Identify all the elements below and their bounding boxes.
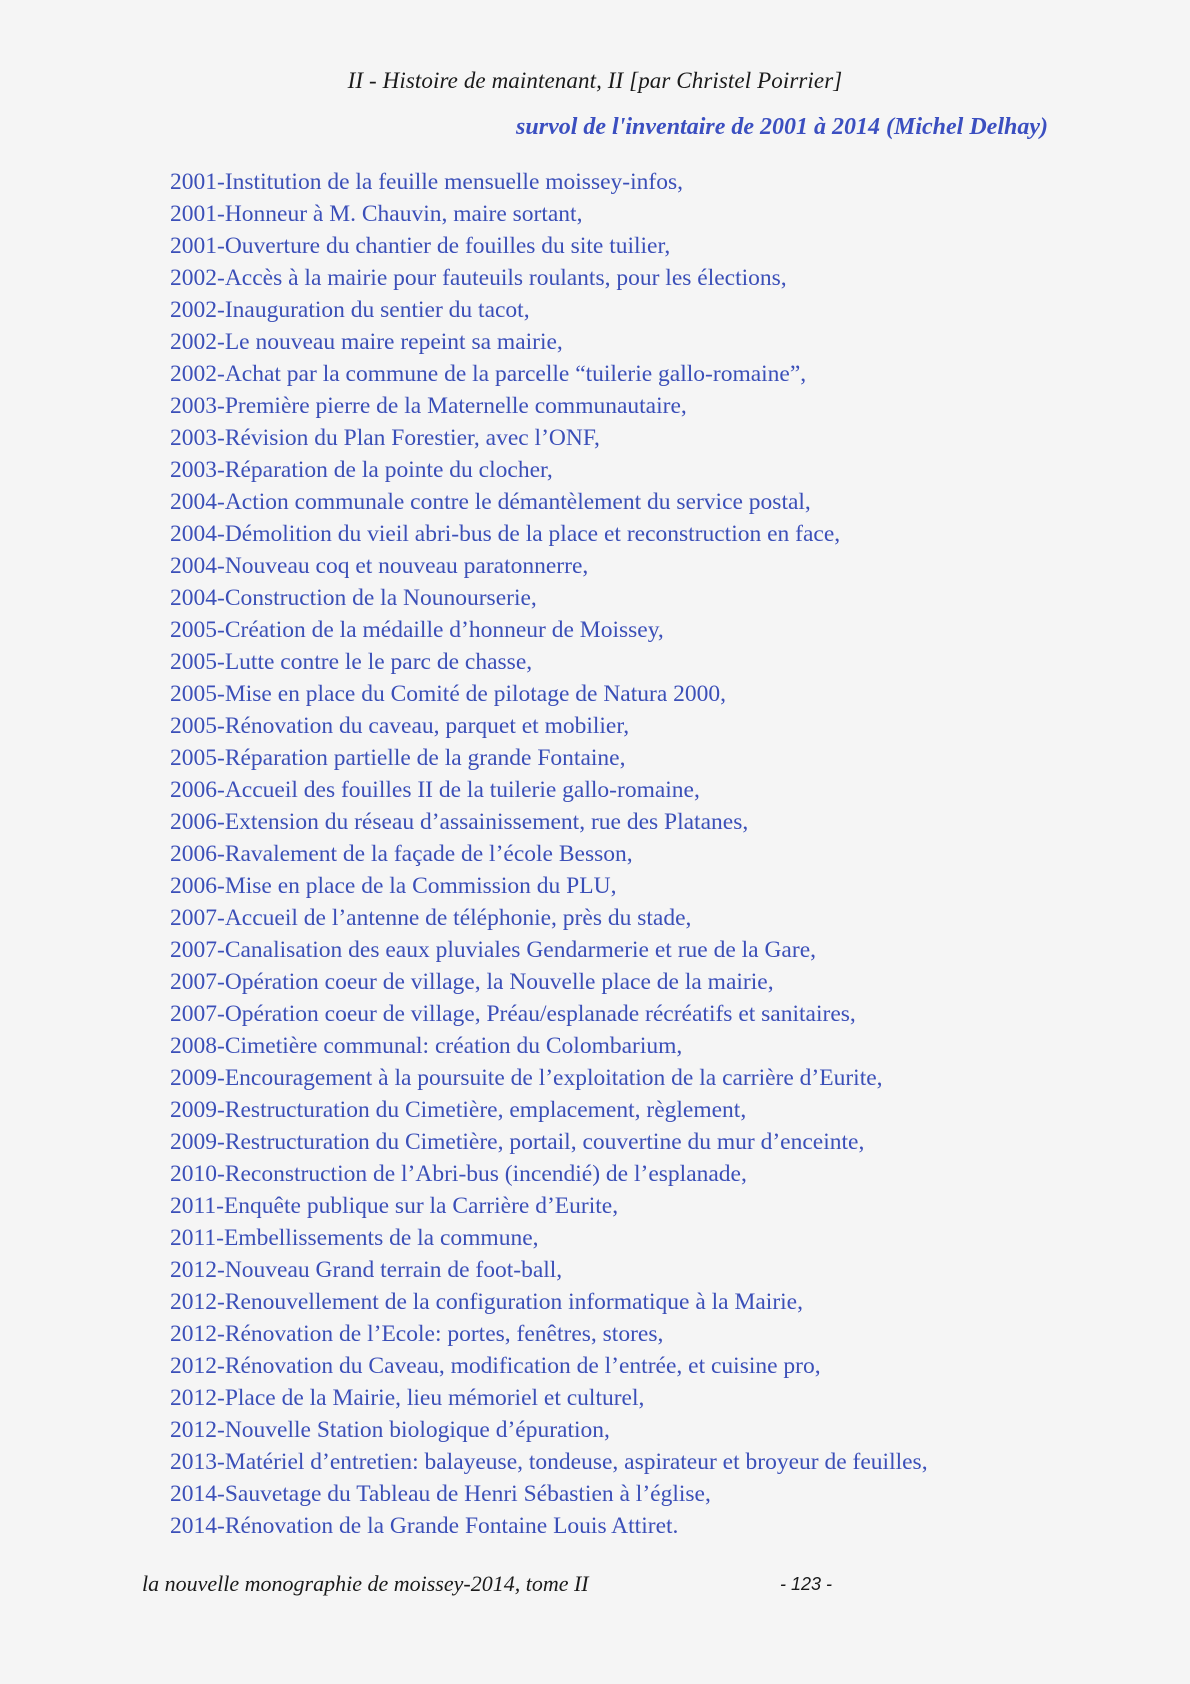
inventory-entry: 2014-Sauvetage du Tableau de Henri Sébastien à l’église, bbox=[170, 1481, 711, 1507]
inventory-entry: 2011-Embellissements de la commune, bbox=[170, 1225, 539, 1251]
chapter-header: II - Histoire de maintenant, II [par Christel Poirrier] bbox=[347, 68, 843, 93]
inventory-list bbox=[170, 166, 928, 1542]
inventory-entry: 2006-Accueil des fouilles II de la tuilerie gallo-romaine, bbox=[170, 777, 700, 803]
inventory-entry: 2009-Encouragement à la poursuite de l’exploitation de la carrière d’Eurite, bbox=[170, 1065, 883, 1091]
inventory-entry: 2006-Extension du réseau d’assainissement, rue des Platanes, bbox=[170, 809, 749, 835]
inventory-entry: 2011-Enquête publique sur la Carrière d’Eurite, bbox=[170, 1193, 619, 1219]
footer-title: la nouvelle monographie de moissey-2014, tome II bbox=[142, 1571, 589, 1596]
inventory-entry: 2001-Honneur à M. Chauvin, maire sortant, bbox=[170, 201, 583, 227]
inventory-entry: 2006-Mise en place de la Commission du PLU, bbox=[170, 873, 617, 899]
inventory-entry: 2004-Nouveau coq et nouveau paratonnerre, bbox=[170, 553, 589, 579]
page-number: - 123 - bbox=[780, 1574, 833, 1594]
inventory-entry: 2005-Rénovation du caveau, parquet et mobilier, bbox=[170, 713, 630, 739]
inventory-entry: 2002-Le nouveau maire repeint sa mairie, bbox=[170, 329, 563, 355]
inventory-entry: 2001-Institution de la feuille mensuelle moissey-infos, bbox=[170, 169, 683, 195]
inventory-entry: 2003-Réparation de la pointe du clocher, bbox=[170, 457, 553, 483]
inventory-entry: 2002-Accès à la mairie pour fauteuils roulants, pour les élections, bbox=[170, 265, 787, 291]
inventory-entry: 2009-Restructuration du Cimetière, portail, couvertine du mur d’enceinte, bbox=[170, 1129, 865, 1155]
inventory-entry: 2007-Opération coeur de village, la Nouvelle place de la mairie, bbox=[170, 969, 774, 995]
inventory-entry: 2008-Cimetière communal: création du Colombarium, bbox=[170, 1033, 683, 1059]
inventory-entry: 2002-Inauguration du sentier du tacot, bbox=[170, 297, 530, 323]
inventory-entry: 2012-Nouvelle Station biologique d’épuration, bbox=[170, 1417, 610, 1443]
inventory-entry: 2005-Création de la médaille d’honneur de Moissey, bbox=[170, 617, 664, 643]
inventory-entry: 2007-Canalisation des eaux pluviales Gendarmerie et rue de la Gare, bbox=[170, 937, 816, 963]
inventory-entry: 2004-Construction de la Nounourserie, bbox=[170, 585, 537, 611]
inventory-entry: 2005-Réparation partielle de la grande Fontaine, bbox=[170, 745, 626, 771]
inventory-entry: 2012-Renouvellement de la configuration informatique à la Mairie, bbox=[170, 1289, 803, 1315]
inventory-entry: 2005-Mise en place du Comité de pilotage de Natura 2000, bbox=[170, 681, 727, 707]
inventory-entry: 2004-Démolition du vieil abri-bus de la place et reconstruction en face, bbox=[170, 521, 841, 547]
inventory-entry: 2013-Matériel d’entretien: balayeuse, tondeuse, aspirateur et broyeur de feuilles, bbox=[170, 1449, 928, 1475]
inventory-entry: 2012-Nouveau Grand terrain de foot-ball, bbox=[170, 1257, 563, 1283]
inventory-entry: 2007-Accueil de l’antenne de téléphonie, près du stade, bbox=[170, 905, 692, 931]
inventory-entry: 2012-Rénovation de l’Ecole: portes, fenêtres, stores, bbox=[170, 1321, 664, 1347]
inventory-entry: 2012-Rénovation du Caveau, modification de l’entrée, et cuisine pro, bbox=[170, 1353, 821, 1379]
inventory-entry: 2014-Rénovation de la Grande Fontaine Louis Attiret. bbox=[170, 1513, 679, 1539]
inventory-entry: 2004-Action communale contre le démantèlement du service postal, bbox=[170, 489, 811, 515]
inventory-entry: 2006-Ravalement de la façade de l’école Besson, bbox=[170, 841, 633, 867]
inventory-entry: 2003-Première pierre de la Maternelle communautaire, bbox=[170, 393, 687, 419]
inventory-entry: 2003-Révision du Plan Forestier, avec l’ONF, bbox=[170, 425, 600, 451]
inventory-entry: 2005-Lutte contre le le parc de chasse, bbox=[170, 649, 533, 675]
inventory-entry: 2001-Ouverture du chantier de fouilles du site tuilier, bbox=[170, 233, 671, 259]
inventory-entry: 2007-Opération coeur de village, Préau/esplanade récréatifs et sanitaires, bbox=[170, 1001, 856, 1027]
inventory-entry: 2012-Place de la Mairie, lieu mémoriel et culturel, bbox=[170, 1385, 645, 1411]
inventory-entry: 2009-Restructuration du Cimetière, emplacement, règlement, bbox=[170, 1097, 747, 1123]
section-subtitle: survol de l'inventaire de 2001 à 2014 (Michel Delhay) bbox=[516, 114, 1048, 140]
inventory-entry: 2002-Achat par la commune de la parcelle “tuilerie gallo-romaine”, bbox=[170, 361, 807, 387]
inventory-entry: 2010-Reconstruction de l’Abri-bus (incendié) de l’esplanade, bbox=[170, 1161, 747, 1187]
